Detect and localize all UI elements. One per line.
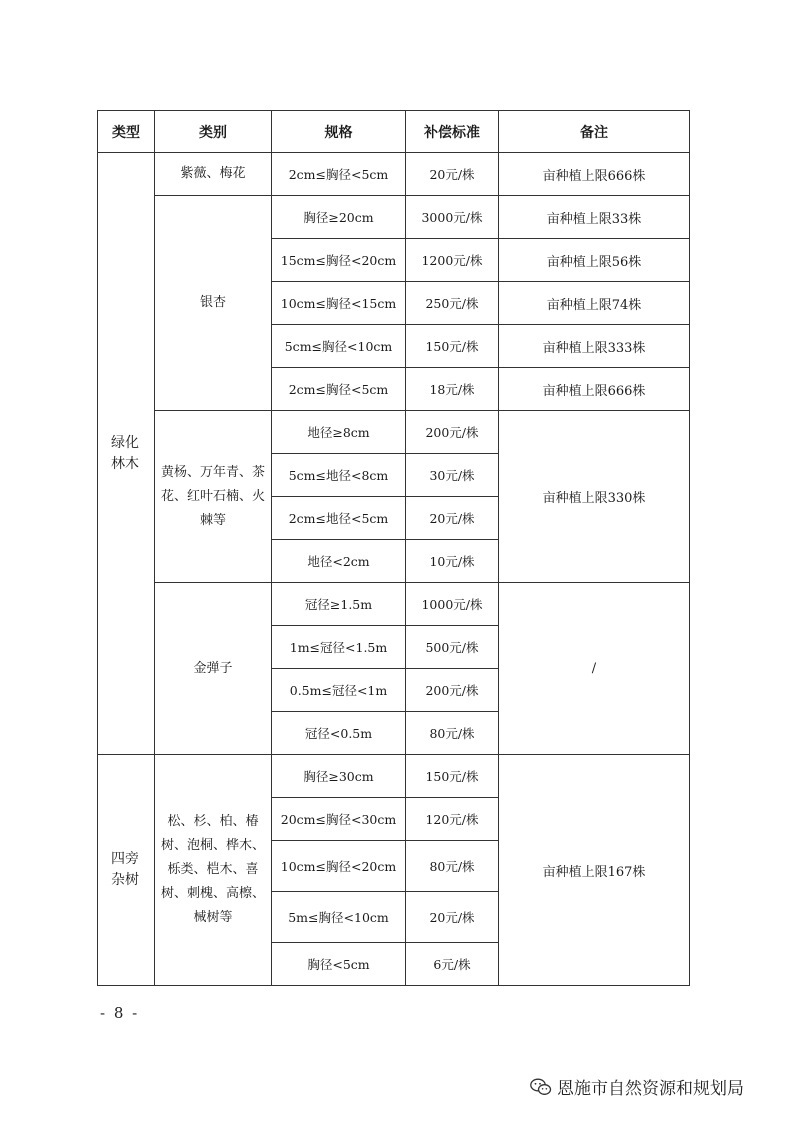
category-cell: 银杏: [155, 196, 272, 411]
note-cell: 亩种植上限666株: [499, 368, 690, 411]
spec-cell: 20cm≤胸径<30cm: [272, 798, 406, 841]
category-cell: 黄杨、万年青、茶花、红叶石楠、火棘等: [155, 411, 272, 583]
header-note: 备注: [499, 111, 690, 153]
note-cell: 亩种植上限167株: [499, 755, 690, 986]
table-row: [98, 755, 690, 798]
spec-cell: 0.5m≤冠径<1m: [272, 669, 406, 712]
price-cell: 150元/株: [406, 325, 499, 368]
header-price: 补偿标准: [406, 111, 499, 153]
spec-cell: 10cm≤胸径<20cm: [272, 841, 406, 892]
spec-cell: 1m≤冠径<1.5m: [272, 626, 406, 669]
price-cell: 18元/株: [406, 368, 499, 411]
spec-cell: 5cm≤地径<8cm: [272, 454, 406, 497]
note-cell: 亩种植上限330株: [499, 411, 690, 583]
wechat-icon: [530, 1078, 552, 1096]
spec-cell: 冠径<0.5m: [272, 712, 406, 755]
price-cell: 150元/株: [406, 755, 499, 798]
page-number: - 8 -: [100, 1004, 140, 1022]
price-cell: 1000元/株: [406, 583, 499, 626]
header-type: 类型: [98, 111, 155, 153]
price-cell: 20元/株: [406, 497, 499, 540]
type-cell-misc-trees: 四旁 杂树: [98, 755, 155, 986]
note-cell: 亩种植上限666株: [499, 153, 690, 196]
spec-cell: 地径<2cm: [272, 540, 406, 583]
table-row: [98, 196, 690, 239]
spec-cell: 2cm≤地径<5cm: [272, 497, 406, 540]
price-cell: 3000元/株: [406, 196, 499, 239]
header-category: 类别: [155, 111, 272, 153]
spec-cell: 胸径<5cm: [272, 943, 406, 986]
price-cell: 200元/株: [406, 669, 499, 712]
price-cell: 20元/株: [406, 892, 499, 943]
table-row: [98, 153, 690, 196]
price-cell: 250元/株: [406, 282, 499, 325]
note-cell: /: [499, 583, 690, 755]
price-cell: 10元/株: [406, 540, 499, 583]
spec-cell: 10cm≤胸径<15cm: [272, 282, 406, 325]
note-cell: 亩种植上限333株: [499, 325, 690, 368]
table-row: [98, 411, 690, 454]
note-cell: 亩种植上限74株: [499, 282, 690, 325]
spec-cell: 5cm≤胸径<10cm: [272, 325, 406, 368]
spec-cell: 2cm≤胸径<5cm: [272, 368, 406, 411]
spec-cell: 胸径≥30cm: [272, 755, 406, 798]
spec-cell: 5m≤胸径<10cm: [272, 892, 406, 943]
watermark: [530, 1074, 744, 1099]
table-row: [98, 583, 690, 626]
price-cell: 500元/株: [406, 626, 499, 669]
category-cell: 紫薇、梅花: [155, 153, 272, 196]
spec-cell: 2cm≤胸径<5cm: [272, 153, 406, 196]
spec-cell: 15cm≤胸径<20cm: [272, 239, 406, 282]
compensation-table: [97, 110, 690, 986]
note-cell: 亩种植上限56株: [499, 239, 690, 282]
note-cell: 亩种植上限33株: [499, 196, 690, 239]
spec-cell: 地径≥8cm: [272, 411, 406, 454]
category-cell: 金弹子: [155, 583, 272, 755]
price-cell: 1200元/株: [406, 239, 499, 282]
price-cell: 80元/株: [406, 712, 499, 755]
price-cell: 20元/株: [406, 153, 499, 196]
type-cell-greening: 绿化 林木: [98, 153, 155, 755]
price-cell: 30元/株: [406, 454, 499, 497]
category-cell: 松、杉、柏、椿树、泡桐、桦木、栎类、桤木、喜树、刺槐、高檫、械树等: [155, 755, 272, 986]
spec-cell: 冠径≥1.5m: [272, 583, 406, 626]
spec-cell: 胸径≥20cm: [272, 196, 406, 239]
price-cell: 120元/株: [406, 798, 499, 841]
price-cell: 200元/株: [406, 411, 499, 454]
price-cell: 80元/株: [406, 841, 499, 892]
header-row: [98, 111, 690, 153]
header-spec: 规格: [272, 111, 406, 153]
watermark-text: 恩施市自然资源和规划局: [557, 1079, 744, 1099]
price-cell: 6元/株: [406, 943, 499, 986]
